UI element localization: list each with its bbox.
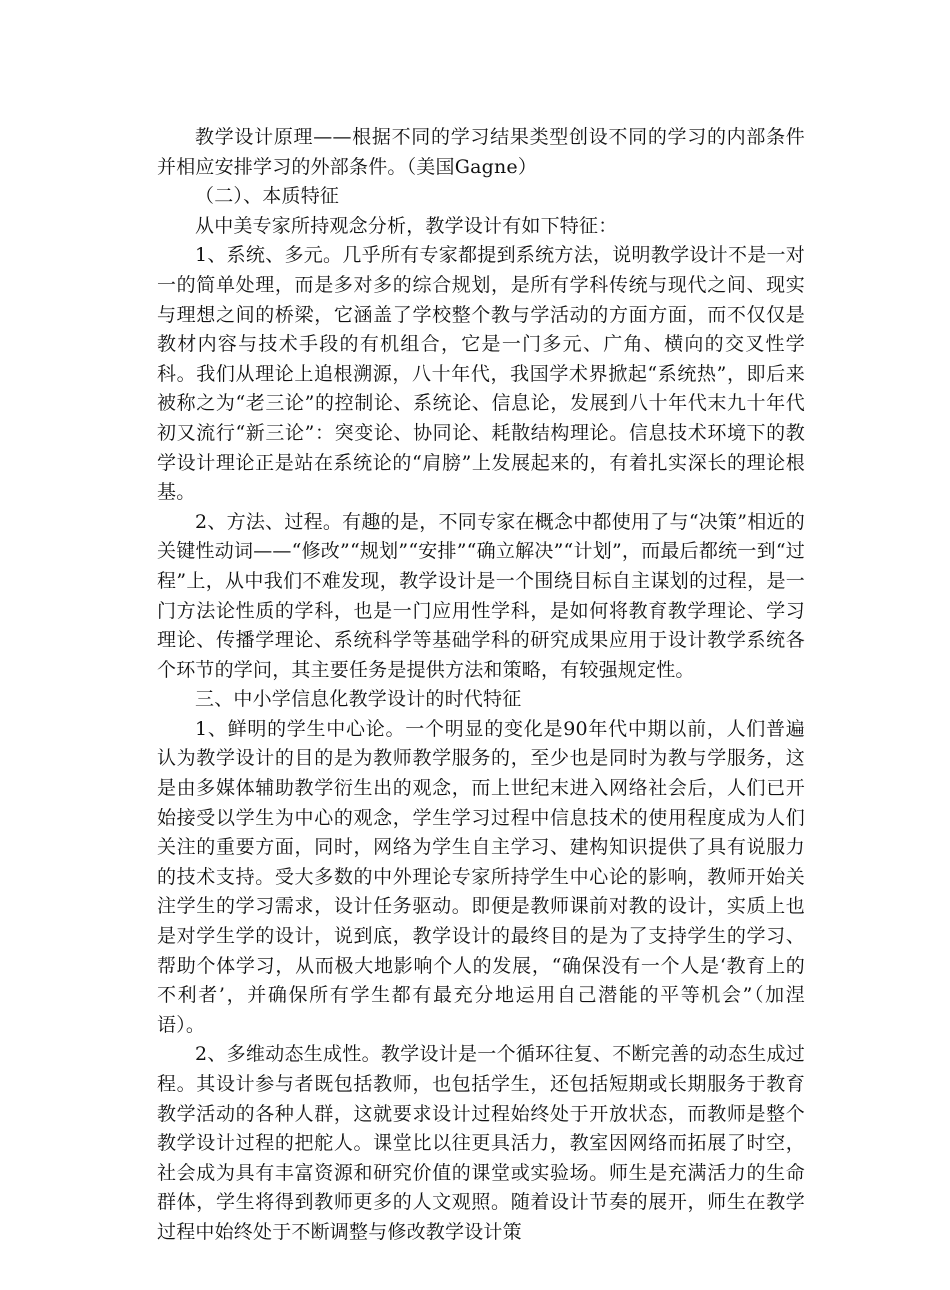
document-page (157, 123, 805, 1248)
paragraph-student-centered: 1、鲜明的学生中心论。一个明显的变化是90年代中期以前，人们普遍认为教学设计的目的是为教师教学服务的，至少也是同时为教与学服务，这是由多媒体辅助教学衍生出的观念，而上世纪末进入网络社会后，人们已开始接受以学生为中心的观念，学生学习过程中信息技术的使用程度成为人们关注的重要方面，同时，网络为学生自主学习、建构知识提供了具有说服力的技术支持。受大多数的中外理论专家所持学生中心论的影响，教师开始关注学生的学习需求，设计任务驱动。即便是教师课前对教的设计，实质上也是对学生学的设计，说到底，教学设计的最终目的是为了支持学生的学习、帮助个体学习，从而极大地影响个人的发展，“确保没有一个人是‘教育上的不利者’，并确保所有学生都有最充分地运用自己潜能的平等机会”（加涅语）。 (157, 717, 805, 1036)
paragraph-gagne-principle: 教学设计原理——根据不同的学习结果类型创设不同的学习的内部条件并相应安排学习的外部条件。（美国Gagne） (157, 126, 805, 178)
paragraph-system-multiple: 1、系统、多元。几乎所有专家都提到系统方法，说明教学设计不是一对一的简单处理，而是多对多的综合规划，是所有学科传统与现代之间、现实与理想之间的桥梁，它涵盖了学校整个教与学活动的方面方面，而不仅仅是教材内容与技术手段的有机组合，它是一门多元、广角、横向的交叉性学科。我们从理论上追根溯源，八十年代，我国学术界掀起“系统热”，即后来被称之为“老三论”的控制论、系统论、信息论，发展到八十年代末九十年代初又流行“新三论”：突变论、协同论、耗散结构理论。信息技术环境下的教学设计理论正是站在系统论的“肩膀”上发展起来的，有着扎实深长的理论根基。 (157, 244, 805, 504)
heading-essential-features: （二）、本质特征 (195, 185, 340, 208)
paragraph-features-intro: 从中美专家所持观念分析，教学设计有如下特征： (195, 214, 618, 237)
paragraph-dynamic-generative: 2、多维动态生成性。教学设计是一个循环往复、不断完善的动态生成过程。其设计参与者既包括教师，也包括学生，还包括短期或长期服务于教育教学活动的各种人群，这就要求设计过程始终处于开放状态，而教师是整个教学设计过程的把舵人。课堂比以往更具活力，教室因网络而拓展了时空，社会成为具有丰富资源和研究价值的课堂或实验场。师生是充满活力的生命群体，学生将得到教师更多的人文观照。随着设计节奏的展开，师生在教学过程中始终处于不断调整与修改教学设计策 (157, 1043, 805, 1243)
paragraph-method-process: 2、方法、过程。有趣的是，不同专家在概念中都使用了与“决策”相近的关键性动词——“修改”“规划”“安排”“确立解决”“计划”，而最后都统一到“过程”上，从中我们不难发现，教学设计是一个围绕目标自主谋划的过程，是一门方法论性质的学科，也是一门应用性学科，是如何将教育教学理论、学习理论、传播学理论、系统科学等基础学科的研究成果应用于设计教学系统各个环节的学问，其主要任务是提供方法和策略，有较强规定性。 (157, 510, 805, 681)
heading-era-features: 三、中小学信息化教学设计的时代特征 (195, 688, 522, 711)
